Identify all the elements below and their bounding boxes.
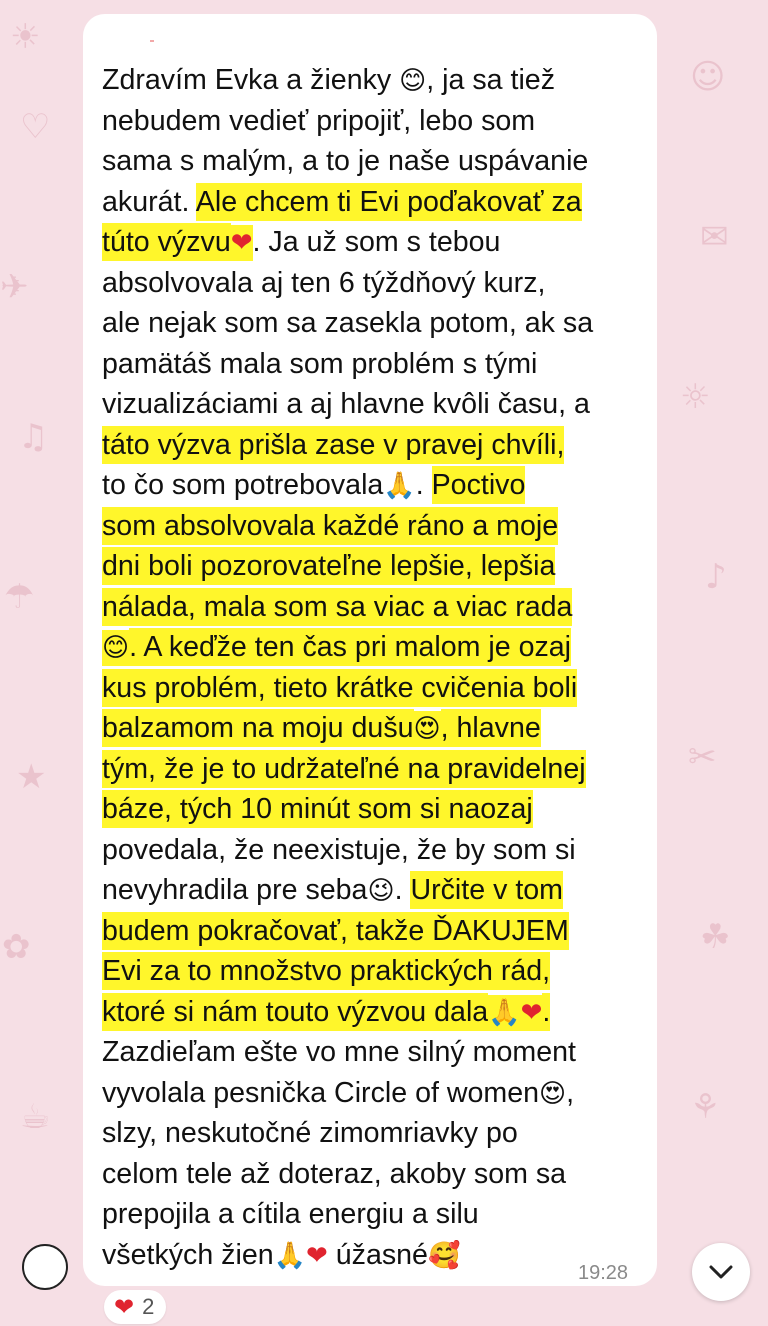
message-line [102,182,652,223]
scroll-down-button[interactable] [692,1243,750,1301]
line-text: . Ja už som s tebou [252,226,501,258]
highlighted-text: . [542,993,550,1031]
line-text: , [566,1076,575,1109]
highlighted-text: Evi za to množstvo praktických rád, [102,952,550,990]
line-text: Zazdieľam ešte vo mne silný moment [102,1036,576,1068]
highlighted-text: balzamom na moju dušu [102,709,414,747]
emoji-icon: 🙏 [383,471,416,501]
highlighted-text: táto výzva prišla zase v pravej chvíli, [102,426,564,464]
line-text: všetkých žien [102,1238,274,1271]
message-line [102,303,652,344]
line-text: sama s malým, a to je naše uspávanie [102,145,589,177]
line-text: to čo som potrebovala [102,469,384,501]
line-text: vyvolala pesnička Circle of women [102,1076,540,1109]
message-line [102,60,652,101]
line-text: . [415,469,432,501]
line-text: vizualizáciami a aj hlavne kvôli času, a [102,388,590,420]
chat-wallpaper: ☀ ♡ ✈ ♫ ☂ ★ ✿ ☕ ☺ ✉ ☼ ♪ ✂ ☘ ⚘ [0,17,731,1137]
message-line [102,546,652,587]
highlighted-text: báze, tých 10 minút som si naozaj [102,790,533,828]
highlighted-text: tým, že je to udržateľné na pravidelnej [102,750,586,788]
line-text: slzy, neskutočné zimomriavky po [102,1117,518,1149]
message-line [102,1194,652,1235]
line-text: Zdravím Evka a žienky [102,64,400,96]
highlighted-text: ktoré si nám touto výzvou dala [102,993,488,1031]
emoji-icon: 🥰 [427,1240,461,1271]
message-line [102,789,652,830]
message-line [102,708,652,749]
line-text: , ja sa tiež [426,64,555,96]
line-text: absolvovala aj ten 6 týždňový kurz, [102,266,546,299]
emoji-icon: 😍 [539,1078,567,1109]
message-line [102,1032,652,1073]
message-line [102,830,652,871]
message-line [102,101,652,142]
avatar[interactable] [22,1244,68,1290]
line-text: pamätáš mala som problém s tými [102,347,538,380]
line-text: celom tele až doteraz, akoby som sa [102,1157,567,1190]
emoji-icon: 😊 [399,66,427,96]
highlighted-text: nálada, mala som sa viac a viac rada [102,588,572,626]
message-line [102,384,652,425]
highlighted-text: . A keďže ten čas pri malom je ozaj [129,628,571,666]
highlighted-text: Poctivo [432,466,526,504]
emoji-icon: 😉 [367,876,395,906]
message-line [102,465,652,506]
chevron-down-icon [708,1264,734,1280]
reaction-count: 2 [142,1294,155,1319]
line-text: akurát. [102,185,196,218]
message-line [102,911,652,952]
message-text [102,60,652,1275]
message-timestamp: 19:28 [578,1262,629,1284]
emoji-icon: 😍 [414,711,441,747]
message-line [102,1235,652,1276]
highlighted-text: túto výzvu [102,223,231,261]
message-line [102,992,652,1033]
message-line [102,344,652,385]
highlighted-text: dni boli pozorovateľne lepšie, lepšia [102,547,555,585]
line-text: prepojila a cítila energiu a silu [102,1198,479,1230]
message-line [102,870,652,911]
reaction-pill[interactable] [104,1290,166,1324]
message-line [102,668,652,709]
bubble-mark [150,40,154,42]
emoji-icon: 🙏❤ [273,1240,328,1271]
message-line [102,425,652,466]
highlighted-text: , hlavne [441,709,541,747]
message-line [102,951,652,992]
message-line [102,141,652,182]
line-text: ale nejak som sa zasekla potom, ak sa [102,307,594,339]
highlighted-text: Určite v tom [410,871,563,909]
message-line [102,587,652,628]
emoji-icon: 🙏❤ [488,995,542,1031]
message-line [102,749,652,790]
highlighted-text: som absolvovala každé ráno a moje [102,507,558,545]
message-line [102,1113,652,1154]
line-text: . [394,874,411,906]
highlighted-text: budem pokračovať, takže ĎAKUJEM [102,912,569,950]
heart-icon: ❤ [114,1293,135,1321]
message-line [102,1073,652,1114]
message-line [102,506,652,547]
emoji-icon: ❤ [231,225,253,261]
message-line [102,263,652,304]
line-text: úžasné [327,1238,428,1271]
message-line [102,627,652,668]
message-line [102,1154,652,1195]
highlighted-text: kus problém, tieto krátke cvičenia boli [102,669,577,707]
line-text: nevyhradila pre seba [102,874,368,906]
message-line [102,222,652,263]
emoji-icon: 😊 [102,630,129,666]
line-text: nebudem vedieť pripojiť, lebo som [102,104,536,137]
highlighted-text: Ale chcem ti Evi poďakovať za [196,183,582,221]
line-text: povedala, že neexistuje, že by som si [102,833,576,866]
